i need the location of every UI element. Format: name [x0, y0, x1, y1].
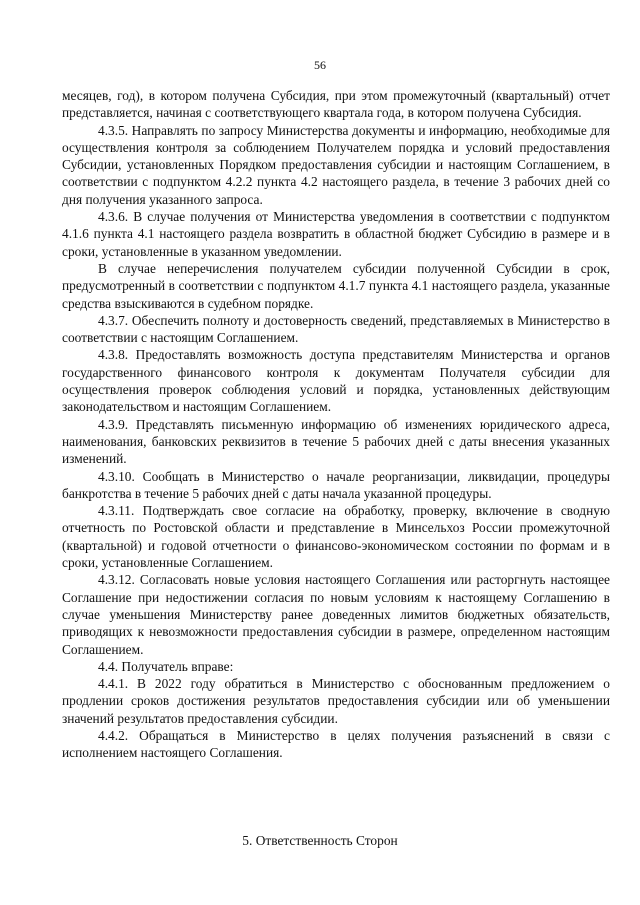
paragraph-4-3-9: 4.3.9. Представлять письменную информацию об изменениях юридического адреса, наименования, банковских реквизитов в течение 5 рабочих дней с даты внесения указанных изменений. — [62, 416, 610, 467]
paragraph-4-3-8: 4.3.8. Предоставлять возможность доступа представителям Министерства и органов государственного финансового контроля к документам Получателя субсидии для осуществления проверок соблюдения условий и порядка, установленных действующим законодательством и настоящим Соглашением. — [62, 347, 610, 415]
paragraph-4-3-7: 4.3.7. Обеспечить полноту и достоверность сведений, представляемых в Министерство в соответствии с настоящим Соглашением. — [62, 312, 610, 346]
paragraph-4-3-10: 4.3.10. Сообщать в Министерство о начале реорганизации, ликвидации, процедуры банкротства в течение 5 рабочих дней с даты начала указанной процедуры. — [62, 468, 610, 501]
paragraph-4-3-6: 4.3.6. В случае получения от Министерства уведомления в соответствии с подпунктом 4.1.6 пункта 4.1 настоящего раздела возвратить в областной бюджет Субсидию в размере и в сроки, установленные в указанном уведомлении. — [62, 209, 610, 259]
section-heading: 5. Ответственность Сторон — [242, 833, 398, 848]
paragraph-4-3-5: 4.3.5. Направлять по запросу Министерства документы и информацию, необходимые для осуществления контроля за соблюдением Получателем порядка и условий предоставления Субсидии, установленных Порядком предоставления субсидии и настоящим Соглашением, в соответствии с подпунктом 4.2.2 пункта 4.2 настоящего раздела, в течение 3 рабочих дней со дня получения указанного запроса. — [62, 122, 610, 207]
paragraph-4-4: 4.4. Получатель вправе: — [98, 658, 234, 674]
paragraph-4-3-12: 4.3.12. Согласовать новые условия настоящего Соглашения или расторгнуть настоящее Соглашение при недостижении согласия по новым условиям к настоящему Соглашению в случае уменьшения Министерству ранее доведенных лимитов бюджетных обязательств, приводящих к невозможности предоставления субсидии в размере, определенном настоящим Соглашением. — [62, 572, 610, 657]
page-number: 56 — [314, 58, 326, 72]
paragraph-non-transfer: В случае неперечисления получателем субсидии полученной Субсидии в срок, предусмотренный в соответствии с подпунктом 4.1.7 пункта 4.1 настоящего раздела, указанные средства взыскиваются в судебном порядке. — [62, 260, 610, 311]
paragraph-4-4-1: 4.4.1. В 2022 году обратиться в Министерство с обоснованным предложением о продлении сроков достижения результатов предоставления субсидии или об уменьшении значений результатов предоставления субсидии. — [62, 676, 610, 726]
document-body — [62, 87, 610, 762]
paragraph-continuation: месяцев, год), в котором получена Субсидия, при этом промежуточный (квартальный) отчет представляется, начиная с соответствующего квартала года, в котором получена Субсидия. — [62, 88, 610, 121]
paragraph-4-3-11: 4.3.11. Подтверждать свое согласие на обработку, проверку, включение в сводную отчетность по Ростовской области и представление в Минсельхоз России промежуточной (квартальной) и годовой отчетности о финансово-экономическом состоянии по формам и в сроки, установленные Соглашением. — [62, 503, 610, 571]
paragraph-4-4-2: 4.4.2. Обращаться в Министерство в целях получения разъяснений в связи с исполнением настоящего Соглашения. — [62, 727, 610, 761]
